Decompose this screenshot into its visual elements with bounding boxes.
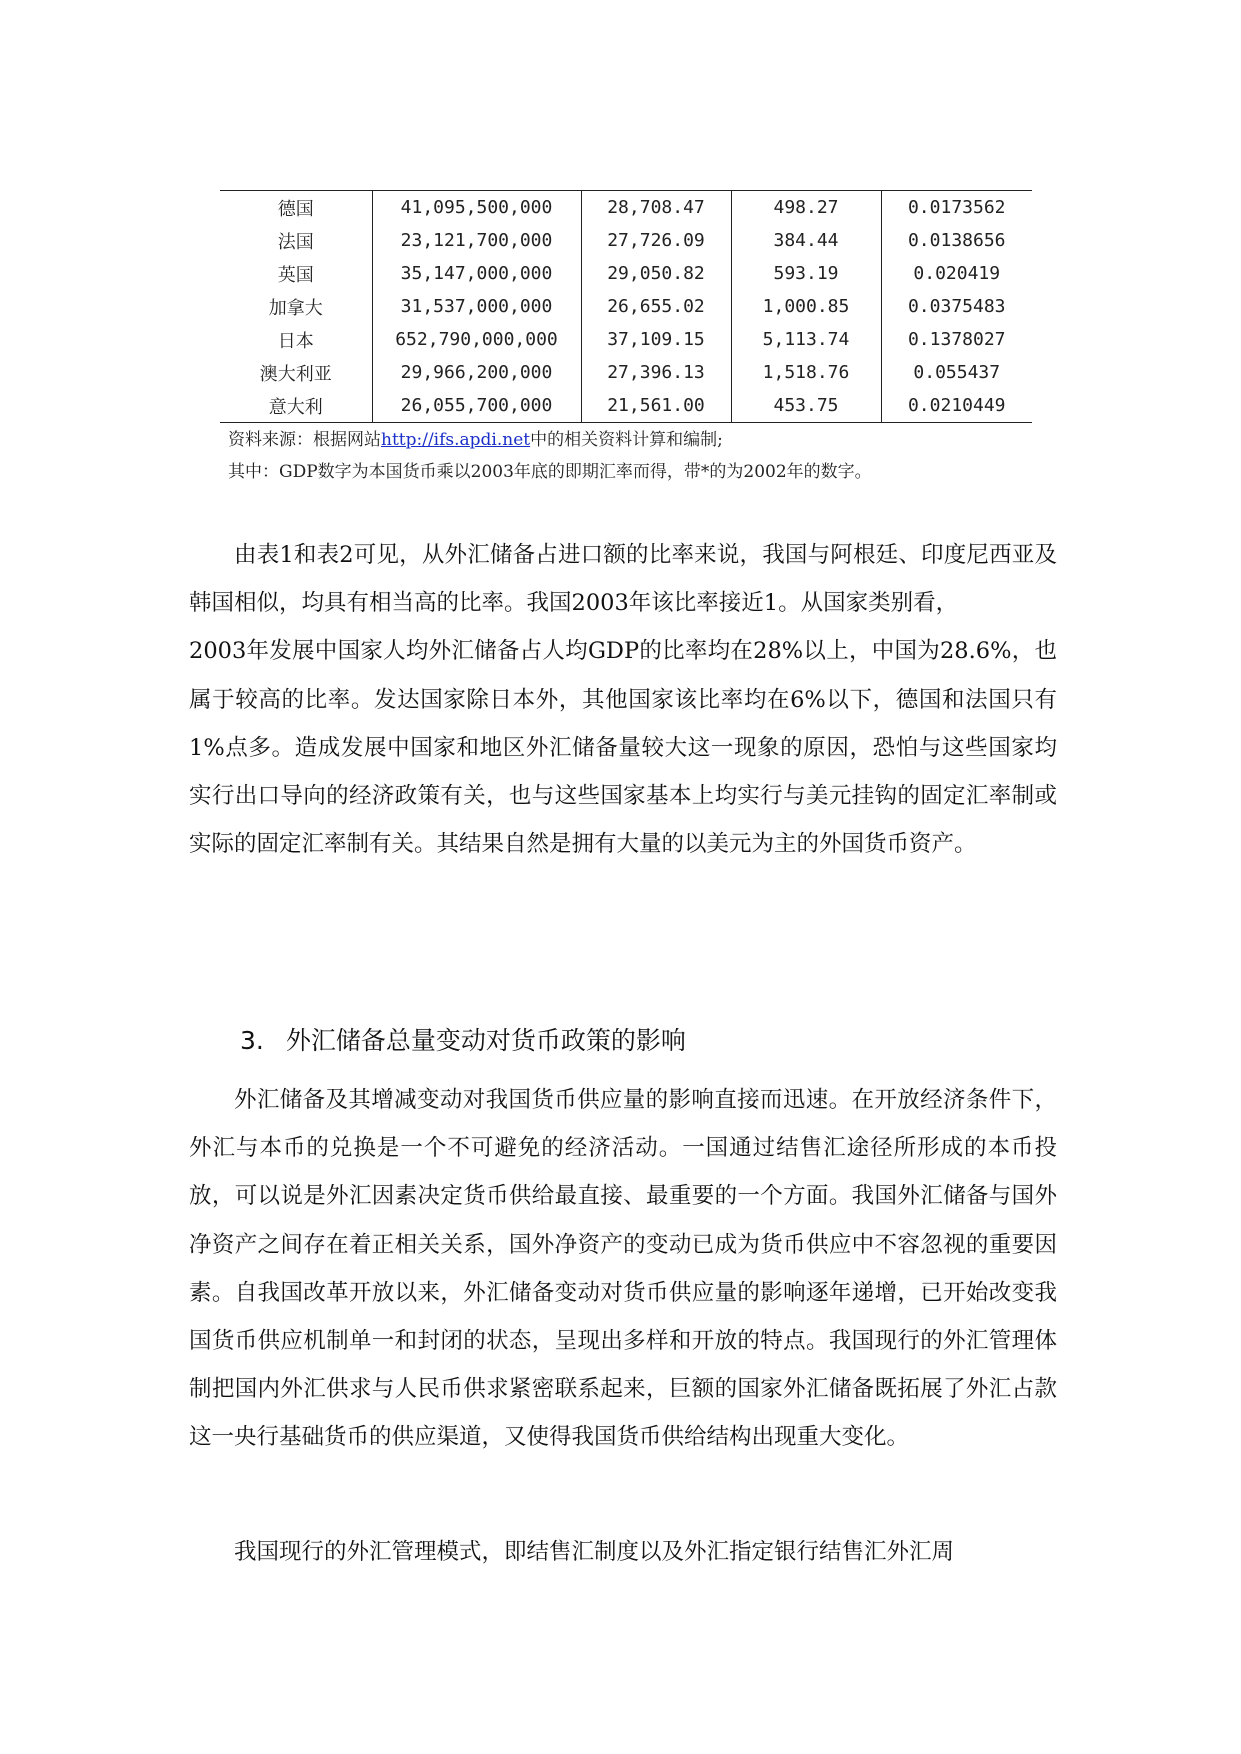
value-cell: 26,655.02 (581, 290, 731, 323)
table-row (220, 389, 1032, 423)
table-row (220, 224, 1032, 257)
value-cell: 37,109.15 (581, 323, 731, 356)
table-row (220, 290, 1032, 323)
value-cell: 0.0138656 (881, 224, 1032, 257)
value-cell: 29,966,200,000 (372, 356, 581, 389)
value-cell: 0.1378027 (881, 323, 1032, 356)
section-number: 3. (240, 1026, 264, 1055)
paragraph-3 (189, 1528, 1057, 1576)
value-cell: 28,708.47 (581, 191, 731, 225)
value-cell: 26,055,700,000 (372, 389, 581, 423)
table-row (220, 257, 1032, 290)
paragraph-1-a: 由表1和表2可见，从外汇储备占进口额的比率来说，我国与阿根廷、印度尼西亚及韩国相似，均具有相当高的比率。我国2003年该比率接近1。从国家类别看， (189, 542, 1057, 617)
value-cell: 652,790,000,000 (372, 323, 581, 356)
value-cell: 23,121,700,000 (372, 224, 581, 257)
table-source-note (228, 424, 1048, 488)
paragraph-1-b: 2003年发展中国家人均外汇储备占人均GDP的比率均在28%以上，中国为28.6%，也属于较高的比率。发达国家除日本外，其他国家该比率均在6%以下，德国和法国只有1%点多。造成发展中国家和地区外汇储备量较大这一现象的原因，恐怕与这些国家均实行出口导向的经济政策有关，也与这些国家基本上均实行与美元挂钩的固定汇率制或实际的固定汇率制有关。其结果自然是拥有大量的以美元为主的外国货币资产。 (189, 638, 1057, 858)
value-cell: 453.75 (731, 389, 881, 423)
country-cell: 日本 (277, 330, 314, 352)
value-cell: 384.44 (731, 224, 881, 257)
paragraph-2 (189, 1076, 1057, 1462)
value-cell: 29,050.82 (581, 257, 731, 290)
table-row (220, 356, 1032, 389)
value-cell: 31,537,000,000 (372, 290, 581, 323)
paragraph-3-text: 我国现行的外汇管理模式，即结售汇制度以及外汇指定银行结售汇外汇周 (234, 1539, 955, 1565)
table-row (220, 323, 1032, 356)
country-cell: 意大利 (220, 389, 372, 423)
value-cell: 41,095,500,000 (372, 191, 581, 225)
value-cell: 593.19 (731, 257, 881, 290)
source-line-1: 资料来源：根据网站http://ifs.apdi.net中的相关资料计算和编制; (228, 430, 723, 450)
value-cell: 1,518.76 (731, 356, 881, 389)
country-cell: 英国 (277, 264, 314, 286)
paragraph-2-text: 外汇储备及其增减变动对我国货币供应量的影响直接而迅速。在开放经济条件下，外汇与本币的兑换是一个不可避免的经济活动。一国通过结售汇途径所形成的本币投放，可以说是外汇因素决定货币供给最直接、最重要的一个方面。我国外汇储备与国外净资产之间存在着正相关关系，国外净资产的变动已成为货币供应中不容忽视的重要因素。自我国改革开放以来，外汇储备变动对货币供应量的影响逐年递增，已开始改变我国货币供应机制单一和封闭的状态，呈现出多样和开放的特点。我国现行的外汇管理体制把国内外汇供求与人民币供求紧密联系起来，巨额的国家外汇储备既拓展了外汇占款这一央行基础货币的供应渠道，又使得我国货币供给结构出现重大变化。 (189, 1087, 1057, 1451)
value-cell: 27,726.09 (581, 224, 731, 257)
country-cell: 德国 (220, 191, 372, 225)
table-row (220, 191, 1032, 225)
source-line-2: 其中：GDP数字为本国货币乘以2003年底的即期汇率而得，带*的为2002年的数字。 (228, 462, 872, 482)
paragraph-1 (189, 531, 1057, 868)
value-cell: 21,561.00 (581, 389, 731, 423)
reserves-table (220, 190, 1032, 423)
value-cell: 35,147,000,000 (372, 257, 581, 290)
value-cell: 27,396.13 (581, 356, 731, 389)
value-cell: 498.27 (731, 191, 881, 225)
country-cell: 法国 (277, 231, 314, 253)
value-cell: 0.0210449 (881, 389, 1032, 423)
section-heading (240, 1021, 686, 1057)
value-cell: 0.0173562 (881, 191, 1032, 225)
value-cell: 0.020419 (881, 257, 1032, 290)
value-cell: 1,000.85 (731, 290, 881, 323)
value-cell: 5,113.74 (731, 323, 881, 356)
source-link[interactable]: http://ifs.apdi.net (381, 430, 531, 450)
country-cell: 澳大利亚 (259, 363, 332, 385)
country-cell: 加拿大 (268, 297, 323, 319)
value-cell: 0.055437 (881, 356, 1032, 389)
section-title: 外汇储备总量变动对货币政策的影响 (285, 1026, 686, 1055)
value-cell: 0.0375483 (881, 290, 1032, 323)
data-table-container (220, 190, 1032, 423)
